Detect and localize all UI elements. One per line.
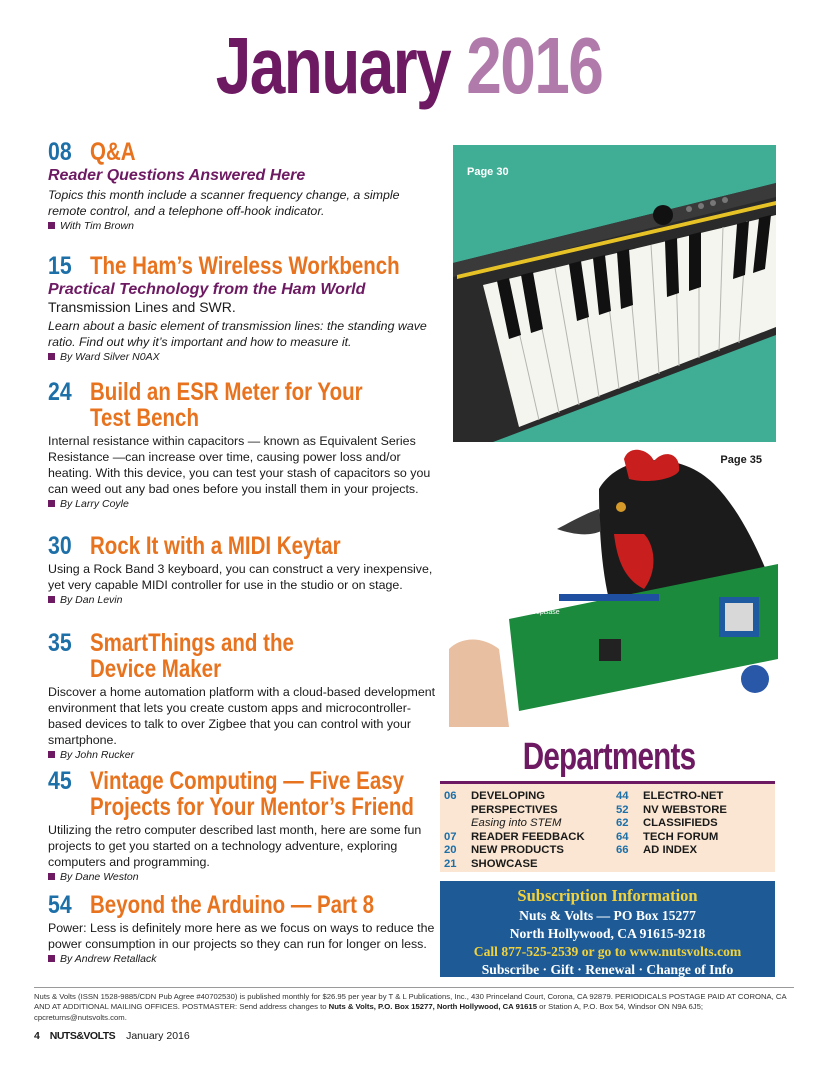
department-item[interactable]: 20 NEW PRODUCTS [444, 844, 564, 857]
article-number: 08 [48, 138, 72, 166]
article-byline: By Larry Coyle [48, 497, 438, 511]
subscription-call-link[interactable]: Call 877-525-2539 or go to www.nutsvolts.com [473, 944, 742, 959]
rooster-board-illustration [449, 449, 778, 727]
article-entry[interactable] [48, 533, 438, 607]
bullet-square-icon [48, 500, 55, 507]
publication-notice: Nuts & Volts (ISSN 1528-9885/CDN Pub Agree #40702530) is published monthly for $26.95 per year by T & L Publications, Inc., 430 Princeland Court, Corona, CA 92879. PERIODICALS POSTAGE PAID AT CORONA, CA AND AT ADDITIONAL MAILING OFFICES. POSTMASTER: Send address changes to Nuts & Volts, P.O. Box 15277, North Hollywood, CA 91615 or Station A, P.O. Box 54, Windsor ON N9A 6J5; cpcreturns@nutsvolts.com. [34, 987, 794, 1023]
article-description: Power: Less is definitely more here as we focus on ways to reduce the power consumption in our projects so they can run for longer on less. [48, 921, 435, 951]
departments-right-column [616, 790, 727, 858]
article-title[interactable]: Beyond the Arduino — Part 8 [90, 891, 374, 919]
article-title[interactable]: Q&A [90, 138, 136, 166]
page-number: 4 [34, 1030, 40, 1042]
article-entry[interactable] [48, 892, 438, 966]
issue-date: January 2016 [126, 1030, 190, 1042]
article-number: 15 [48, 252, 72, 280]
departments-left-column [444, 790, 585, 872]
department-item[interactable]: 64 TECH FORUM [616, 830, 719, 843]
subscription-options: Subscribe · Gift · Renewal · Change of Info [481, 962, 734, 977]
article-entry[interactable] [48, 379, 438, 511]
article-title[interactable]: Vintage Computing — Five Easy Projects for Your Mentor’s Friend [90, 767, 414, 821]
department-item[interactable]: 52 NV WEBSTORE [616, 803, 727, 816]
masthead-month: January [215, 21, 451, 110]
bullet-square-icon [48, 873, 55, 880]
article-byline: By Ward Silver N0AX [48, 350, 438, 364]
article-number: 35 [48, 629, 72, 657]
rooster-page-label: Page 35 [720, 454, 762, 466]
bullet-square-icon [48, 751, 55, 758]
keytar-photo [453, 145, 776, 442]
article-description: Topics this month include a scanner frequency change, a simple remote control, and a telephone off-hook indicator. [48, 188, 400, 218]
masthead-year: 2016 [466, 21, 603, 110]
article-entry[interactable] [48, 253, 438, 364]
article-topic: Transmission Lines and SWR. [48, 299, 236, 315]
magazine-logo: NUTS&VOLTS [49, 1030, 116, 1042]
bullet-square-icon [48, 955, 55, 962]
department-item[interactable]: 66 AD INDEX [616, 844, 697, 857]
department-item[interactable]: 06 DEVELOPING PERSPECTIVES [444, 790, 558, 816]
article-description: Using a Rock Band 3 keyboard, you can construct a very inexpensive, yet very capable MIDI controller for use in the studio or on stage. [48, 562, 433, 592]
article-number: 54 [48, 891, 72, 919]
article-title[interactable]: SmartThings and the Device Maker [90, 629, 294, 683]
subscription-city-line: North Hollywood, CA 91615-9218 [509, 926, 706, 941]
bullet-square-icon [48, 353, 55, 360]
bullet-square-icon [48, 222, 55, 229]
article-number: 45 [48, 767, 72, 795]
article-entry[interactable] [48, 768, 438, 884]
department-item[interactable]: 07 READER FEEDBACK [444, 830, 585, 843]
article-byline: With Tim Brown [48, 219, 438, 233]
article-description: Learn about a basic element of transmission lines: the standing wave ratio. Find out why it’s important and how to measure it. [48, 319, 427, 349]
subscription-address-line: Nuts & Volts — PO Box 15277 [519, 908, 696, 923]
circuit-board-label: DeepBase [527, 609, 560, 616]
article-byline: By Dane Weston [48, 870, 438, 884]
keytar-keyboard-illustration [453, 145, 776, 442]
department-item[interactable]: 44 ELECTRO-NET [616, 790, 724, 802]
article-description: Discover a home automation platform with a cloud-based development environment that lets you create custom apps and microcontroller-based devices to talk to over Zigbee that you can control with your smartphone. [48, 685, 436, 747]
article-number: 30 [48, 532, 72, 560]
bullet-square-icon [48, 596, 55, 603]
article-subtitle: Practical Technology from the Ham World [48, 281, 366, 298]
article-description: Utilizing the retro computer described last month, here are some fun projects to get you started on a technology adventure, exploring computers and programming. [48, 823, 422, 869]
article-byline: By John Rucker [48, 748, 438, 762]
article-byline: By Andrew Retallack [48, 952, 438, 966]
article-subtitle: Reader Questions Answered Here [48, 167, 306, 184]
departments-heading: Departments [522, 736, 696, 778]
article-number: 24 [48, 378, 72, 406]
departments-box [440, 781, 775, 872]
article-title[interactable]: The Ham’s Wireless Workbench [90, 252, 400, 280]
rooster-photo [449, 449, 778, 727]
keytar-page-label: Page 30 [467, 166, 509, 178]
article-title[interactable]: Rock It with a MIDI Keytar [90, 532, 341, 560]
masthead-title [82, 22, 736, 110]
department-subtitle: Easing into STEM [471, 817, 562, 830]
article-title[interactable]: Build an ESR Meter for Your Test Bench [90, 378, 363, 432]
subscription-info-box [440, 881, 775, 977]
article-entry[interactable] [48, 630, 438, 762]
article-description: Internal resistance within capacitors — known as Equivalent Series Resistance —can increase over time, causing power loss and/or heating. With this device, you can test your stash of capacitors so you can weed out any bad ones before you install them in your projects. [48, 434, 431, 496]
article-byline: By Dan Levin [48, 593, 438, 607]
article-entry[interactable] [48, 139, 438, 233]
subscription-title: Subscription Information [517, 886, 698, 905]
department-item[interactable]: 21 SHOWCASE [444, 857, 538, 870]
department-item[interactable]: 62 CLASSIFIEDS [616, 817, 718, 830]
page-footer [34, 1030, 190, 1042]
